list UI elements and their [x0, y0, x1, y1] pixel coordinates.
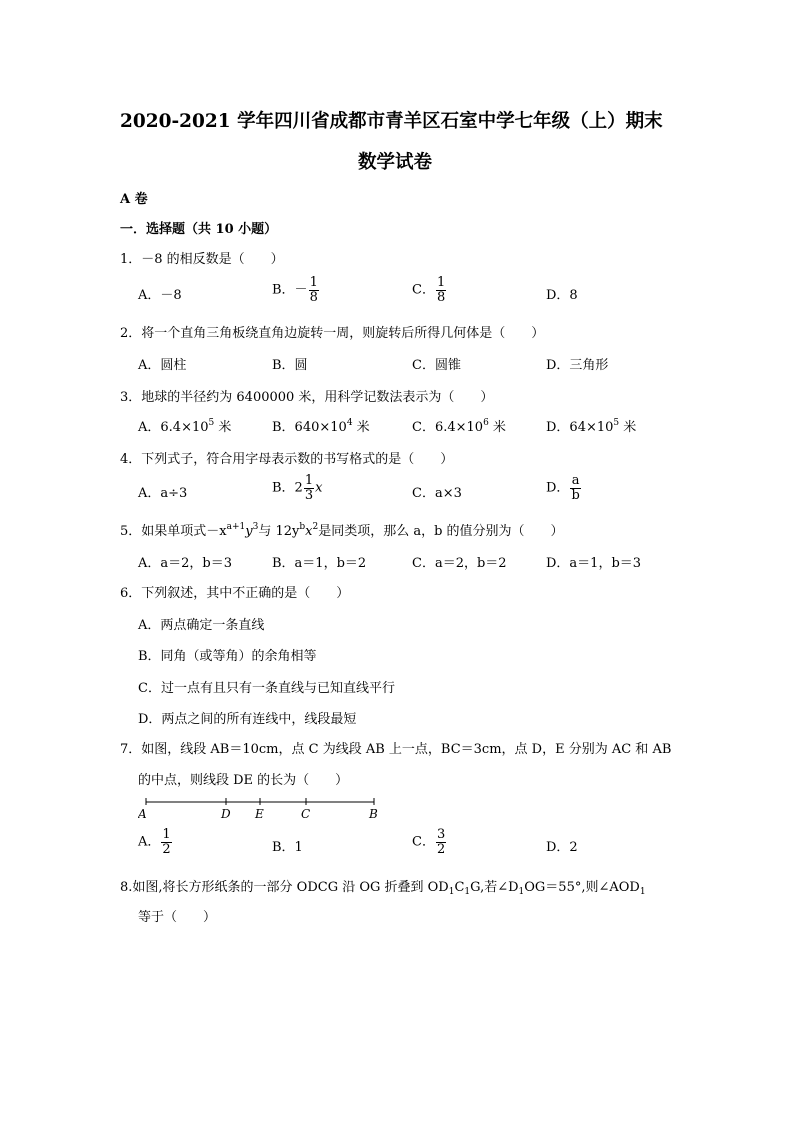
q2-option-c: C．圆锥 — [412, 358, 461, 373]
subscript: 1 — [448, 887, 455, 897]
title-line-1: 2020-2021 学年四川省成都市青羊区石室中学七年级（上）期末 — [120, 111, 663, 132]
exponent: a+1 — [226, 522, 246, 532]
q1-option-d: D．8 — [546, 288, 578, 303]
stem-part: C — [454, 880, 465, 895]
exponent: 2 — [312, 522, 319, 532]
q4-d-fraction — [570, 474, 580, 502]
q7-a-fraction — [161, 828, 171, 856]
q5-option-d: D．a＝1，b＝3 — [546, 556, 642, 571]
q7-c-fraction — [436, 828, 446, 856]
denominator: 8 — [309, 289, 318, 305]
stem-part: G,若∠D — [470, 880, 519, 895]
exponent: 6 — [483, 418, 489, 428]
exponent: 5 — [613, 418, 620, 428]
section-label: A 卷 — [120, 192, 148, 207]
q4-b-fraction — [304, 474, 314, 502]
q4-option-c: C．a×3 — [412, 486, 462, 501]
q1-b-prefix: B．－ — [272, 282, 308, 298]
q7-a-prefix: A． — [138, 834, 161, 850]
q5-option-c: C．a＝2，b＝2 — [412, 556, 507, 571]
q2-option-b: B．圆 — [272, 358, 308, 373]
part-heading: 一．选择题（共 10 小题） — [120, 222, 278, 237]
denominator: 8 — [436, 289, 446, 305]
point-label-c: C — [301, 807, 311, 821]
q1-c-fraction — [436, 276, 446, 304]
q3-option-c — [412, 416, 506, 435]
q5-stem — [120, 520, 564, 539]
exponent: b — [299, 522, 306, 532]
stem-part: OG＝55°,则∠AOD — [524, 880, 640, 895]
q1-option-a: A．－8 — [138, 288, 182, 303]
subscript: 1 — [639, 887, 646, 897]
q1-stem: 1．－8 的相反数是（ ） — [120, 252, 284, 267]
q3-stem: 3．地球的半径约为 6400000 米，用科学记数法表示为（ ） — [120, 390, 494, 405]
stem-part: 与 12y — [258, 524, 300, 539]
q5-option-a: A．a＝2，b＝3 — [138, 556, 233, 571]
q3-d-base: D．64×10 — [546, 420, 614, 435]
unit: 米 — [214, 420, 232, 435]
q4-option-d — [546, 474, 582, 502]
exponent: 3 — [252, 522, 259, 532]
segment-diagram — [138, 793, 388, 823]
q4-stem: 4．下列式子，符合用字母表示数的书写格式的是（ ） — [120, 452, 454, 467]
unit: 米 — [488, 420, 506, 435]
q1-c-prefix: C． — [412, 282, 435, 298]
q2-option-d: D．三角形 — [546, 358, 609, 373]
subscript: 1 — [464, 887, 471, 897]
q3-option-a — [138, 416, 231, 435]
q1-option-b — [272, 276, 320, 304]
q7-option-a — [138, 828, 173, 856]
q7-stem-line-1: 7．如图，线段 AB＝10cm，点 C 为线段 AB 上一点，BC＝3cm，点 D，E 分别为 AC 和 AB — [120, 742, 672, 757]
q7-option-b: B．1 — [272, 840, 303, 855]
numerator: 1 — [309, 275, 318, 290]
q3-option-b — [272, 416, 370, 435]
q4-b-whole: B．2 — [272, 480, 303, 496]
unit: 米 — [352, 420, 370, 435]
q3-b-base: B．640×10 — [272, 420, 347, 435]
q7-stem-line-2: 的中点，则线段 DE 的长为（ ） — [138, 773, 349, 788]
q7-option-c — [412, 828, 447, 856]
q1-b-fraction — [309, 276, 319, 304]
q4-d-prefix: D． — [546, 480, 570, 496]
numerator: 1 — [436, 275, 446, 290]
variable: y — [245, 524, 253, 539]
q7-c-prefix: C． — [412, 834, 435, 850]
q3-option-d — [546, 416, 636, 435]
q8-stem-line-1 — [120, 876, 646, 897]
variable: x — [315, 480, 323, 496]
q6-option-c: C．过一点有且只有一条直线与已知直线平行 — [138, 681, 395, 696]
variable: x — [305, 524, 313, 539]
numerator: 3 — [436, 827, 446, 842]
q7-option-d: D．2 — [546, 840, 578, 855]
point-label-d: D — [221, 807, 231, 821]
q2-option-a: A．圆柱 — [138, 358, 187, 373]
exponent: 4 — [346, 418, 353, 428]
stem-part: 5．如果单项式－x — [120, 524, 227, 539]
q6-option-b: B．同角（或等角）的余角相等 — [138, 649, 317, 664]
stem-part: 8.如图,将长方形纸条的一部分 ODCG 沿 OG 折叠到 OD — [120, 880, 449, 895]
q8-stem-line-2: 等于（ ） — [138, 910, 217, 925]
unit: 米 — [619, 420, 637, 435]
denominator: b — [571, 487, 580, 503]
denominator: 2 — [436, 841, 446, 857]
q6-stem: 6．下列叙述，其中不正确的是（ ） — [120, 586, 350, 601]
q1-option-c — [412, 276, 447, 304]
exponent: 5 — [208, 418, 215, 428]
point-label-e: E — [255, 807, 264, 821]
q6-option-a: A．两点确定一条直线 — [138, 618, 265, 633]
q4-option-a: A．a÷3 — [138, 486, 188, 501]
denominator: 3 — [304, 487, 314, 503]
q4-option-b — [272, 474, 322, 502]
point-label-a: A — [138, 807, 147, 821]
numerator: a — [571, 473, 580, 488]
denominator: 2 — [162, 841, 171, 857]
subscript: 1 — [518, 887, 525, 897]
q3-a-base: A．6.4×10 — [138, 420, 209, 435]
q2-stem: 2．将一个直角三角板绕直角边旋转一周，则旋转后所得几何体是（ ） — [120, 326, 545, 341]
q5-option-b: B．a＝1，b＝2 — [272, 556, 367, 571]
numerator: 1 — [304, 473, 314, 488]
numerator: 1 — [162, 827, 171, 842]
point-label-b: B — [369, 807, 378, 821]
q3-c-base: C．6.4×10 — [412, 420, 484, 435]
title-line-2: 数学试卷 — [358, 152, 433, 173]
q6-option-d: D．两点之间的所有连线中，线段最短 — [138, 712, 357, 727]
stem-part: 是同类项，那么 a，b 的值分别为（ ） — [318, 524, 564, 539]
